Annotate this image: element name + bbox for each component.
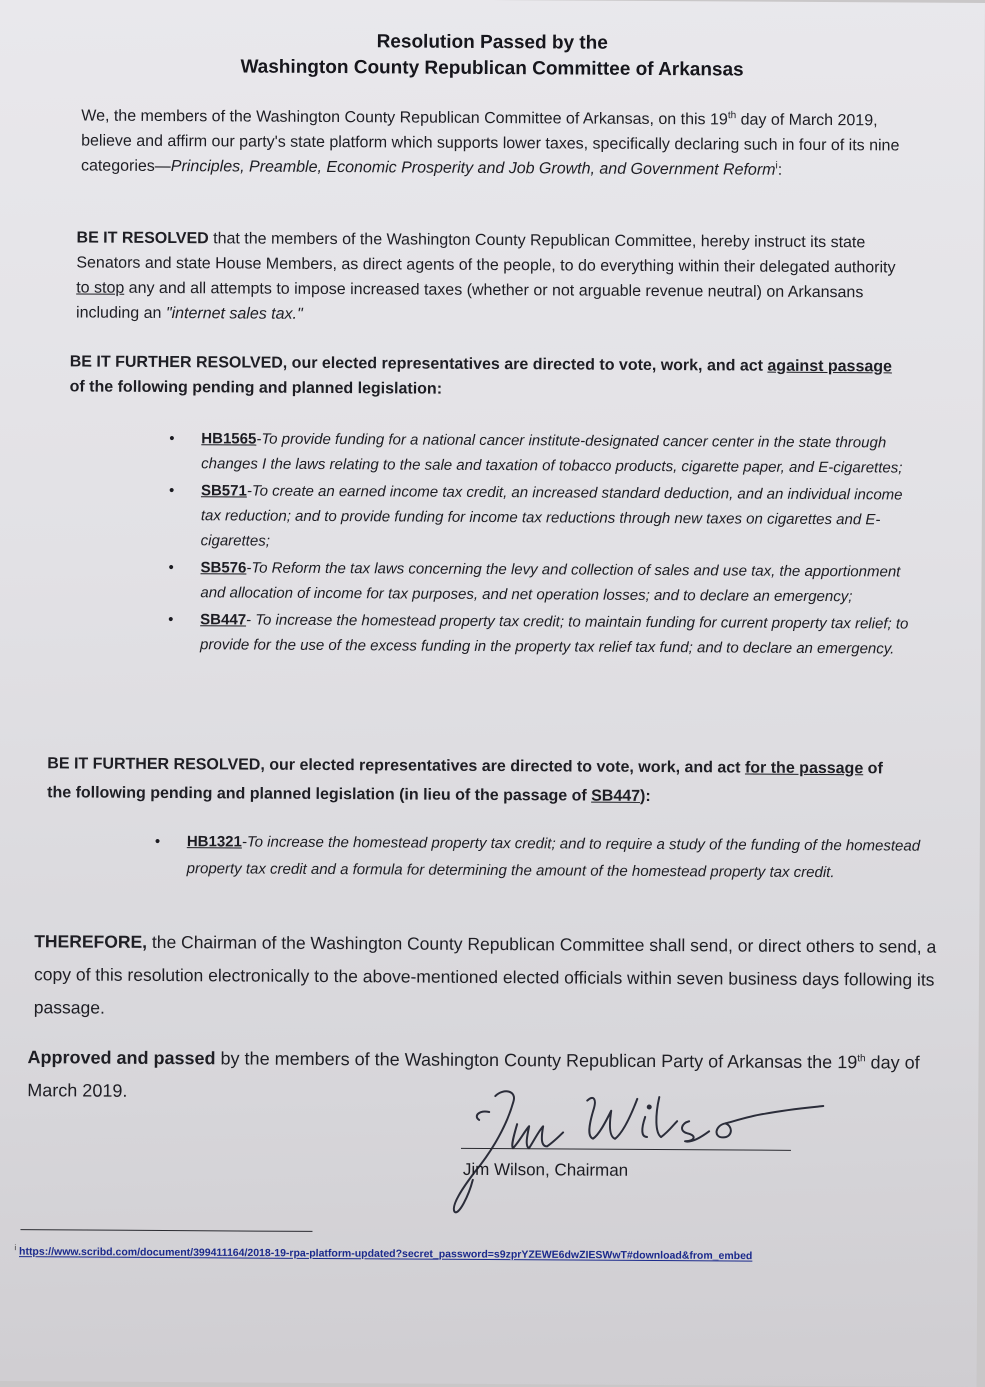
platform-categories: Principles, Preamble, Economic Prosperity and Job Growth, and Government Reform [170,158,776,179]
intro-mid: day of March 2019, believe and affirm our party's state platform which supports lower taxes, specifically declaring such in four of its nine categories— [80,111,900,176]
bill-code: SB447 [200,611,247,629]
bill-description: -To Reform the tax laws concerning the levy and collection of sales and use tax, the apportionment and allocation of income for tax purposes, and net operation losses; and to declare an emergency; [200,559,901,606]
document-title-line2: Washington County Republican Committee of Arkansas [240,56,744,81]
resolved2-text2: of the following pending and planned legislation: [69,378,443,398]
resolved3-text1: BE IT FURTHER RESOLVED, our elected representatives are directed to vote, work, and act [47,755,746,777]
resolved1-text2: any and all attempts to impose increased taxes (whether or not arguable revenue neutral) on Arkansans including an [76,279,864,323]
resolved-paragraph-1 [76,225,913,330]
intro-sup: th [727,110,737,122]
bill-code: HB1321 [186,833,242,851]
resolved1-text1: that the members of the Washington County Republican Committee, hereby instruct its state Senators and state House Members, as direct agents of the people, to do everything within their delegated authority [76,230,896,277]
signer-name: Jim Wilson, Chairman [462,1159,629,1180]
resolved3-underlined: for the passage [744,759,864,778]
footnote-rule [20,1229,312,1232]
approved-text1: by the members of the Washington County Republican Party of Arkansas the 19 [215,1048,858,1073]
therefore-text: the Chairman of the Washington County Republican Committee shall send, or direct others to send, a copy of this resolution electronically to the above-mentioned elected officials within seven business days following its passage. [33,931,937,1018]
document-title-line1: Resolution Passed by the [376,31,608,54]
resolved1-underlined: to stop [76,279,125,297]
bill-code: SB571 [200,482,247,500]
bill-description: -To create an earned income tax credit, an increased standard deduction, and an individual income tax reduction; and to provide funding for income tax reductions through new taxes on cigarettes and E-cigarettes; [200,482,903,550]
bill-description: -To increase the homestead property tax credit; and to require a study of the funding of the homestead property tax credit and a formula for determining the amount of the homestead property tax credit. [186,833,921,882]
bill-code: HB1565 [201,430,257,448]
intro-end: : [777,161,783,179]
bills-against-list [168,426,923,663]
intro-paragraph [81,103,911,183]
bill-item [154,828,931,887]
bullet-icon: • [154,832,161,850]
footnote-mark: i [14,1243,17,1253]
bill-item [168,555,922,609]
approved-lead: Approved and passed [27,1047,216,1069]
resolved-paragraph-3 [47,749,909,812]
approved-text2: day of March 2019. [27,1052,920,1101]
resolved2-text1: BE IT FURTHER RESOLVED, our elected representatives are directed to vote, work, and act [69,353,768,375]
therefore-paragraph [34,925,947,1030]
bullet-icon: • [169,430,175,448]
footnote-link[interactable]: https://www.scribd.com/document/399411164/2018-19-rpa-platform-updated?secret_password=s9zprYZEWE6dwZIESWwT#download&from_embed [19,1245,753,1263]
resolved-paragraph-2 [70,349,910,404]
intro-lead: We, the members of the Washington County Republican Committee of Arkansas, on this 19 [81,107,728,129]
bill-description: - To increase the homestead property tax credit; to maintain funding for current property tax relief; to provide for the use of the excess funding in the property tax relief tax fund; and to declare an emergency. [200,611,909,658]
bill-item [169,426,923,480]
bullet-icon: • [168,482,175,500]
resolved3-text3: ): [640,787,651,805]
resolved1-italic: "internet sales tax." [165,305,303,323]
bill-item [168,478,923,557]
resolved3-text2: of the following pending and planned legislation (in lieu of the passage of [47,760,883,805]
bills-for-list [154,828,931,889]
resolved1-lead: BE IT RESOLVED [76,229,209,248]
bullet-icon: • [168,611,174,629]
bullet-icon: • [168,559,174,577]
intro-footnote-mark: i [775,160,778,172]
resolved3-bill: SB447 [591,787,641,805]
bill-description: -To provide funding for a national cancer institute-designated cancer center in the state through changes I the laws relating to the sale and taxation of tobacco products, cigarette paper, and E-cigarettes; [201,430,903,477]
resolved2-underlined: against passage [767,357,892,376]
footnote [14,1243,752,1262]
therefore-lead: THEREFORE, [34,931,148,952]
bill-code: SB576 [200,559,247,577]
bill-item [168,607,922,661]
approved-sup: th [857,1053,866,1065]
handwritten-signature [433,1080,834,1222]
